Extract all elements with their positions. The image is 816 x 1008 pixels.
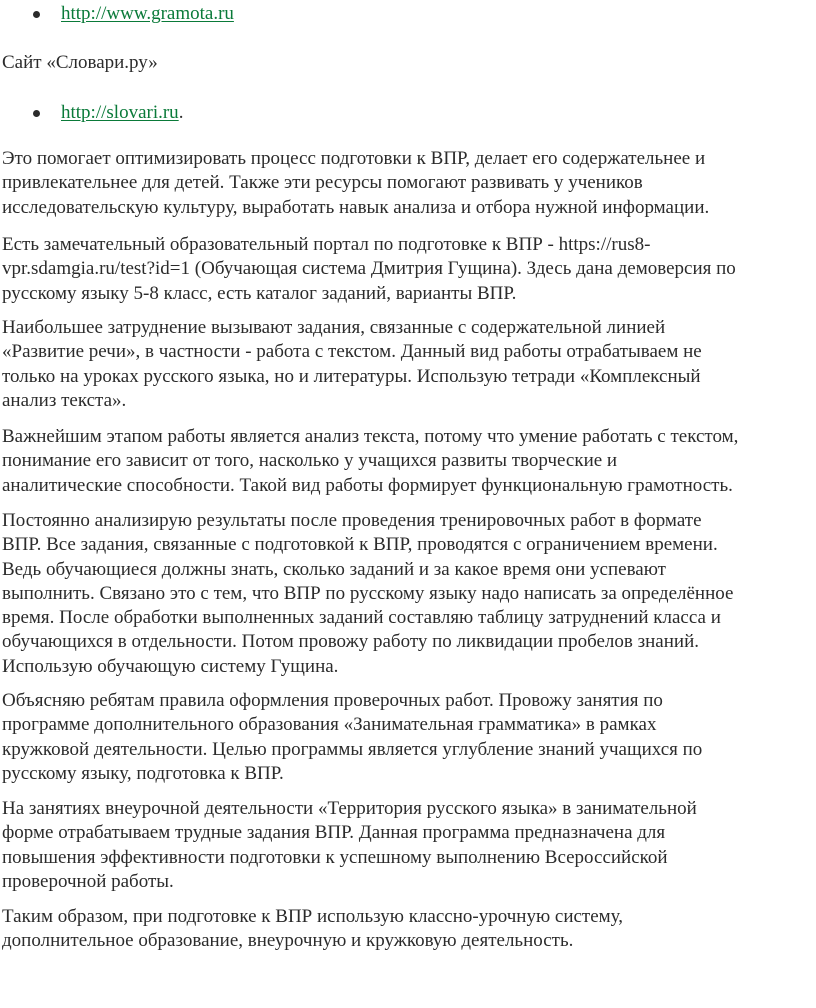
paragraph: [2, 905, 816, 954]
text-line: Ведь обучающиеся должны знать, сколько заданий и за какое время они успевают: [2, 558, 666, 580]
paragraph: [2, 797, 816, 894]
text-line: обучающихся в отдельности. Потом провожу работу по ликвидации пробелов знаний.: [2, 631, 699, 653]
text-line: время. После обработки выполненных заданий составляю таблицу затруднений класса и: [2, 607, 721, 629]
text-line: анализ текста».: [2, 389, 127, 411]
paragraph: [2, 689, 816, 786]
paragraph: [2, 233, 816, 306]
paragraph: [2, 147, 816, 220]
text-line: программе дополнительного образования «Занимательная грамматика» в рамках: [2, 714, 657, 736]
text-line: Это помогает оптимизировать процесс подготовки к ВПР, делает его содержательнее и: [2, 148, 706, 169]
bullet-icon: [33, 11, 40, 18]
paragraph: [2, 509, 816, 679]
text-line: привлекательнее для детей. Также эти ресурсы помогают развивать у учеников: [2, 172, 643, 194]
text-line: дополнительное образование, внеурочную и кружковую деятельность.: [2, 930, 574, 952]
text-line: Объясняю ребятам правила оформления проверочных работ. Провожу занятия по: [2, 690, 663, 711]
text-line: Таким образом, при подготовке к ВПР использую классно-урочную систему,: [2, 906, 624, 927]
text-line: форме отрабатываем трудные задания ВПР. Данная программа предназначена для: [2, 822, 666, 844]
text-line: vpr.sdamgia.ru/test?id=1 (Обучающая система Дмитрия Гущина). Здесь дана демоверсия по: [2, 258, 736, 280]
text-line: аналитические способности. Такой вид работы формирует функциональную грамотность.: [2, 474, 733, 496]
list-item-slovari: [33, 101, 183, 125]
text-line: исследовательскую культуру, выработать навык анализа и отбора нужной информации.: [2, 196, 710, 218]
text-line: проверочной работы.: [2, 870, 174, 892]
text-line: русскому языку 5-8 класс, есть каталог заданий, варианты ВПР.: [2, 282, 517, 304]
list-item-gramota: [33, 2, 234, 26]
link-suffix: .: [178, 102, 184, 123]
text-line: понимание его зависит от того, насколько у учащихся развиты творческие и: [2, 450, 618, 472]
text-line: Постоянно анализирую результаты после проведения тренировочных работ в формате: [2, 510, 702, 531]
text-line: Есть замечательный образовательный портал по подготовке к ВПР - https://rus8-: [2, 234, 651, 255]
text-line: русскому языку, подготовка к ВПР.: [2, 762, 284, 784]
text-line: Использую обучающую систему Гущина.: [2, 655, 339, 677]
text-line: «Развитие речи», в частности - работа с текстом. Данный вид работы отрабатываем не: [2, 341, 702, 363]
text-line: Наибольшее затруднение вызывают задания, связанные с содержательной линией: [2, 317, 666, 338]
text-line: кружковой деятельности. Целью программы является углубление знаний учащихся по: [2, 738, 703, 760]
paragraph: [2, 425, 816, 498]
text-line: Важнейшим этапом работы является анализ текста, потому что умение работать с текстом,: [2, 426, 739, 447]
bullet-icon: [33, 110, 40, 117]
site-label: Сайт «Словари.ру»: [2, 52, 158, 73]
slovari-link[interactable]: http://slovari.ru: [61, 102, 179, 123]
text-line: повышения эффективности подготовки к успешному выполнению Всероссийской: [2, 846, 668, 868]
text-line: только на уроках русского языка, но и литературы. Использую тетради «Комплексный: [2, 365, 701, 387]
text-line: ВПР. Все задания, связанные с подготовкой к ВПР, проводятся с ограничением времени.: [2, 534, 718, 556]
gramota-link[interactable]: http://www.gramota.ru: [61, 3, 234, 24]
paragraph: [2, 316, 816, 413]
text-line: выполнить. Связано это с тем, что ВПР по русскому языку надо написать за определённое: [2, 582, 734, 604]
text-line: На занятиях внеурочной деятельности «Территория русского языка» в занимательной: [2, 798, 697, 819]
